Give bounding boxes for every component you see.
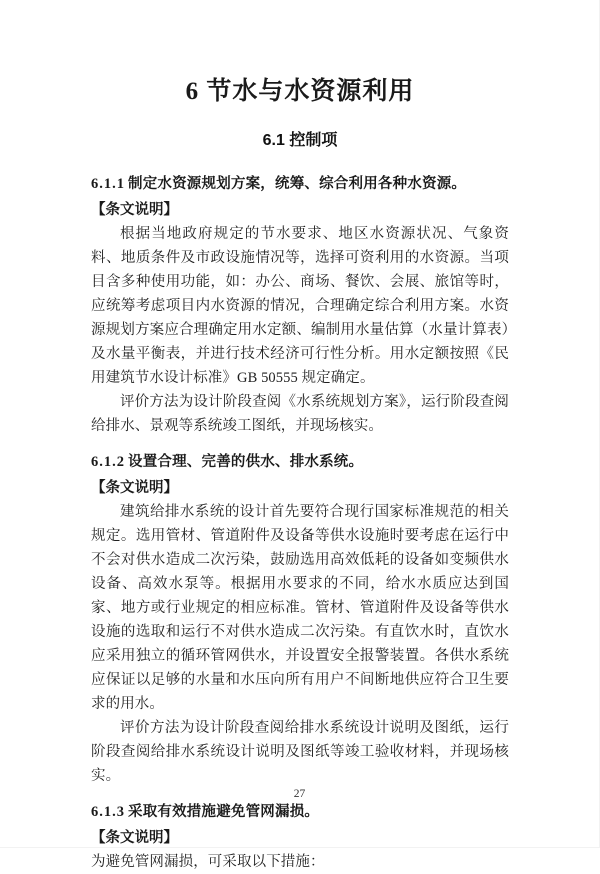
explanation-label: 【条文说明】 bbox=[91, 480, 178, 496]
explanation-label: 【条文说明】 bbox=[91, 202, 178, 218]
clause-6-1-1 bbox=[91, 172, 509, 438]
explanation-label: 【条文说明】 bbox=[91, 830, 178, 846]
clause-number: 6.1.2 bbox=[91, 454, 125, 470]
clause-6-1-3 bbox=[91, 800, 509, 874]
spacer bbox=[91, 152, 509, 172]
clause-heading bbox=[91, 800, 509, 824]
clause-6-1-2 bbox=[91, 450, 509, 788]
clause-heading bbox=[91, 450, 509, 474]
clause-paragraph: 评价方法为设计阶段查阅给排水系统设计说明及图纸，运行阶段查阅给排水系统设计说明及图纸等竣工验收材料，并现场核实。 bbox=[91, 720, 509, 784]
section-title: 6.1 控制项 bbox=[262, 132, 338, 149]
clause-paragraph: 建筑给排水系统的设计首先要符合现行国家标准规范的相关规定。选用管材、管道附件及设备等供水设施时要考虑在运行中不会对供水造成二次污染，鼓励选用高效低耗的设备如变频供水设备、高效水泵等。根据用水要求的不同，给水水质应达到国家、地方或行业规定的相应标准。管材、管道附件及设备等供水设施的选取和运行不对供水造成二次污染。有直饮水时，直饮水应采用独立的循环管网供水，并设置安全报警装置。各供水系统应保证以足够的水量和水压向所有用户不间断地供应符合卫生要求的用水。 bbox=[91, 504, 509, 712]
clause-number: 6.1.3 bbox=[91, 804, 125, 820]
page-number: 27 bbox=[293, 788, 306, 800]
clause-number: 6.1.1 bbox=[91, 176, 125, 192]
page-content bbox=[91, 0, 509, 874]
clause-paragraph: 评价方法为设计阶段查阅《水系统规划方案》，运行阶段查阅给排水、景观等系统竣工图纸，并现场核实。 bbox=[91, 394, 509, 434]
clause-heading-text: 制定水资源规划方案，统筹、综合利用各种水资源。 bbox=[128, 176, 467, 192]
clause-heading-text: 设置合理、完善的供水、排水系统。 bbox=[128, 454, 364, 470]
chapter-title: 6 节水与水资源利用 bbox=[185, 78, 415, 105]
spacer bbox=[91, 438, 509, 450]
clause-heading-text: 采取有效措施避免管网漏损。 bbox=[128, 804, 320, 820]
clause-paragraph: 根据当地政府规定的节水要求、地区水资源状况、气象资料、地质条件及市政设施情况等，选择可资利用的水资源。当项目含多种使用功能，如：办公、商场、餐饮、会展、旅馆等时，应统筹考虑项目内水资源的情况，合理确定综合利用方案。水资源规划方案应合理确定用水定额、编制用水量估算（水量计算表）及水量平衡表，并进行技术经济可行性分析。用水定额按照《民用建筑节水设计标准》GB 50555 规定确定。 bbox=[91, 226, 509, 386]
clause-paragraph: 为避免管网漏损，可采取以下措施： bbox=[91, 854, 325, 870]
clause-heading bbox=[91, 172, 509, 196]
